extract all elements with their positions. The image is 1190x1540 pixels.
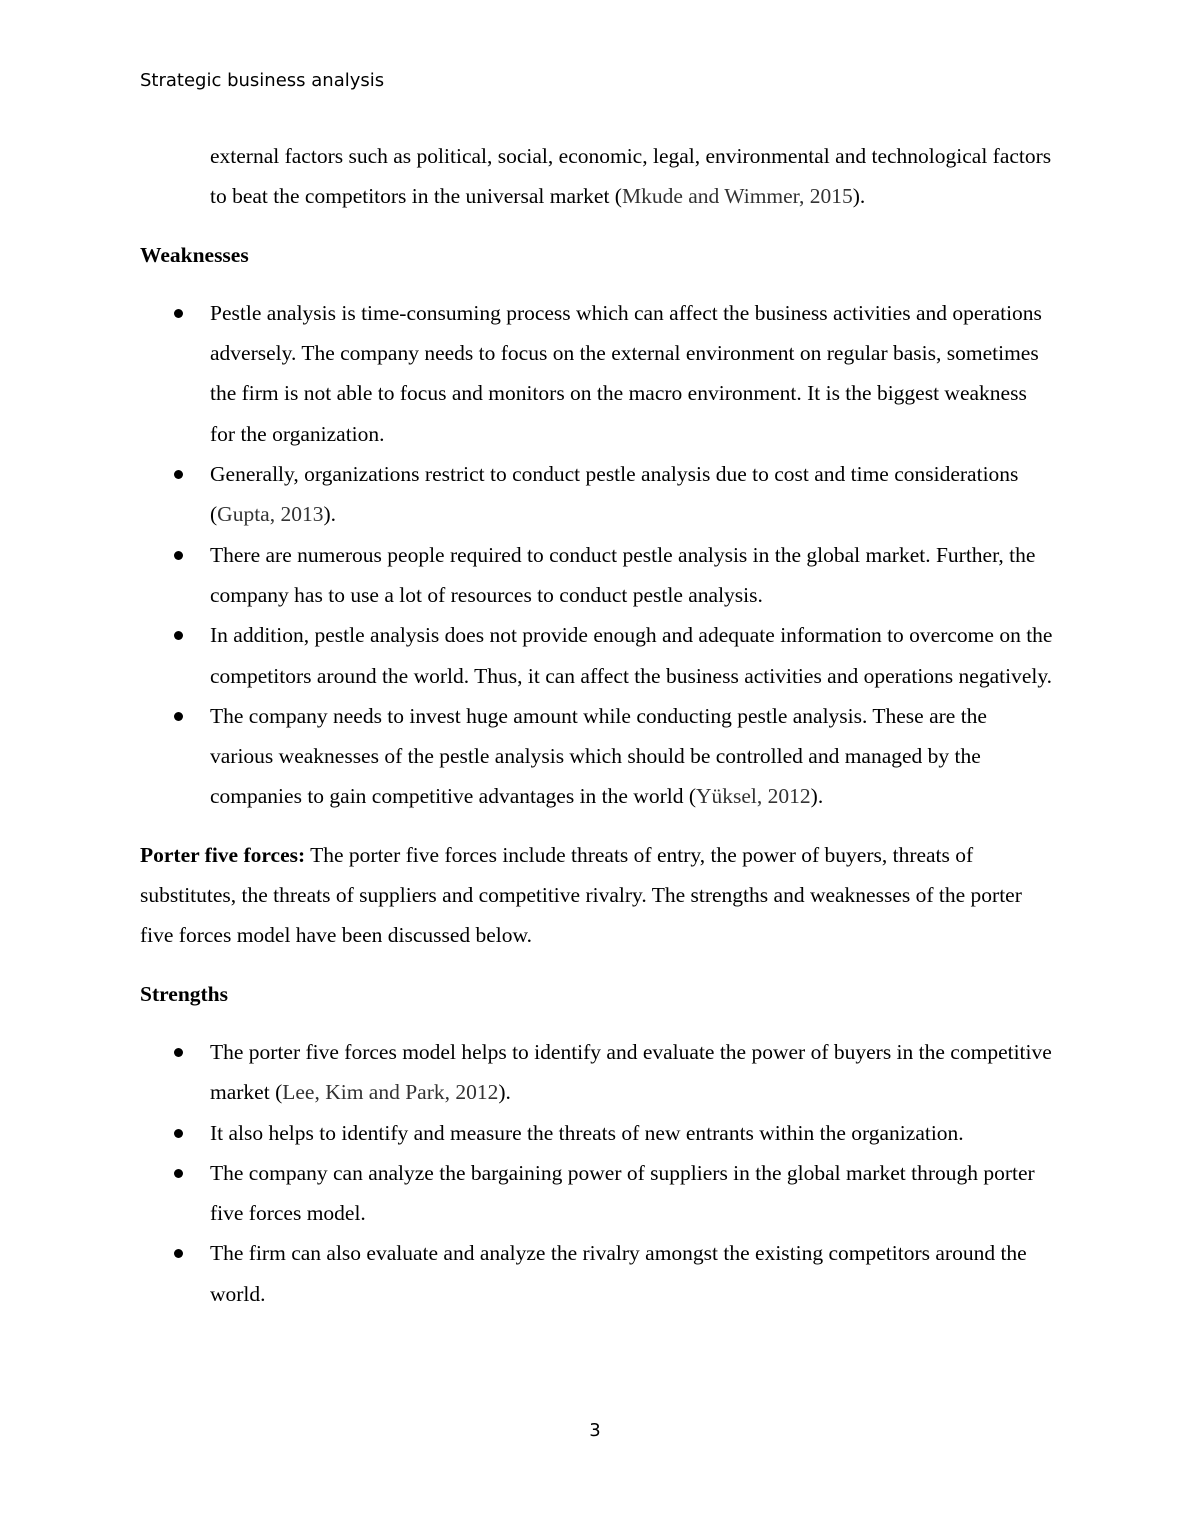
list-item: Pestle analysis is time-consuming process which can affect the business activities and operations adversely. The company needs to focus on the external environment on regular basis, sometimes the firm is not able to focus and monitors on the macro environment. It is the biggest weakness for the organization.: [140, 293, 1055, 454]
strengths-heading: Strengths: [140, 981, 229, 1006]
list-item: The company can analyze the bargaining power of suppliers in the global market through porter five forces model.: [140, 1153, 1055, 1234]
bullet-icon: [174, 551, 183, 560]
bullet-icon: [174, 631, 183, 640]
bullet-icon: [174, 1169, 183, 1178]
list-item: In addition, pestle analysis does not provide enough and adequate information to overcome on the competitors around the world. Thus, it can affect the business activities and operations negatively.: [140, 615, 1055, 696]
running-header: Strategic business analysis: [140, 70, 385, 91]
citation: Lee, Kim and Park, 2012: [282, 1080, 499, 1105]
continuation-paragraph: external factors such as political, social, economic, legal, environmental and technological factors to beat the competitors in the universal market (Mkude and Wimmer, 2015).: [210, 144, 1052, 209]
strengths-list: [140, 1032, 1055, 1314]
bullet-icon: [174, 1048, 183, 1057]
list-item: Generally, organizations restrict to conduct pestle analysis due to cost and time considerations (Gupta, 2013).: [140, 454, 1055, 535]
weaknesses-list: [140, 293, 1055, 817]
bullet-icon: [174, 712, 183, 721]
citation: Mkude and Wimmer, 2015: [621, 184, 853, 209]
bullet-icon: [174, 1129, 183, 1138]
bullet-icon: [174, 309, 183, 318]
page-number: 3: [589, 1420, 601, 1441]
citation: Yüksel, 2012: [696, 784, 811, 809]
porter-paragraph: Porter five forces: The porter five forces include threats of entry, the power of buyers, threats of substitutes, the threats of suppliers and competitive rivalry. The strengths and weaknesses of the porter five forces model have been discussed below.: [140, 842, 1022, 948]
weaknesses-heading: Weaknesses: [140, 242, 249, 267]
list-item: The company needs to invest huge amount while conducting pestle analysis. These are the various weaknesses of the pestle analysis which should be controlled and managed by the companies to gain competitive advantages in the world (Yüksel, 2012).: [140, 696, 1055, 817]
list-item: There are numerous people required to conduct pestle analysis in the global market. Further, the company has to use a lot of resources to conduct pestle analysis.: [140, 535, 1055, 616]
bullet-icon: [174, 1249, 183, 1258]
list-item: The firm can also evaluate and analyze the rivalry amongst the existing competitors around the world.: [140, 1233, 1055, 1314]
document-body: [140, 136, 1055, 1314]
porter-lead: Porter five forces:: [140, 842, 306, 867]
bullet-icon: [174, 470, 183, 479]
list-item: The porter five forces model helps to identify and evaluate the power of buyers in the competitive market (Lee, Kim and Park, 2012).: [140, 1032, 1055, 1113]
citation: Gupta, 2013: [217, 502, 324, 527]
list-item: It also helps to identify and measure the threats of new entrants within the organization.: [140, 1113, 1055, 1153]
